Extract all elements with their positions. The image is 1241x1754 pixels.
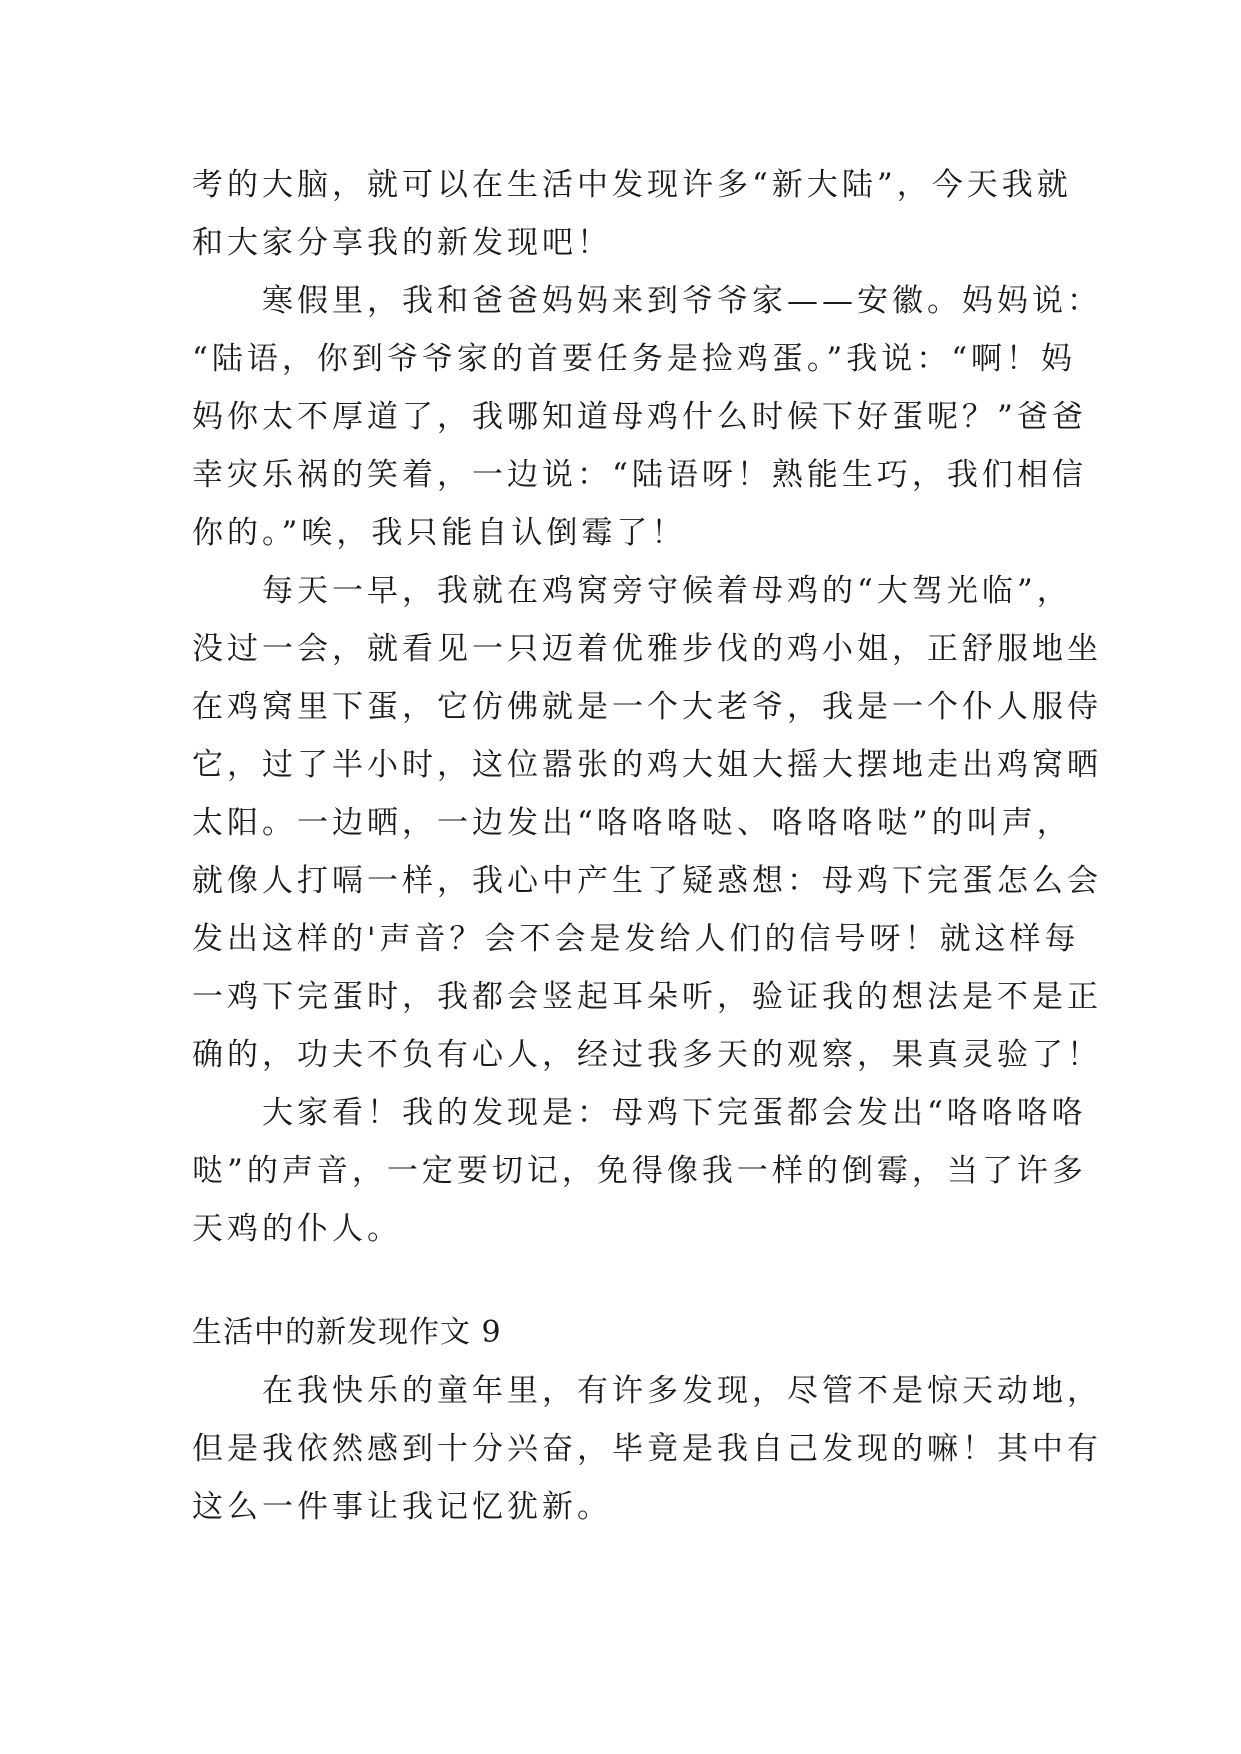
text-line: 一鸡下完蛋时，我都会竖起耳朵听，验证我的想法是不是正 <box>192 979 1102 1015</box>
text-line: 但是我依然感到十分兴奋，毕竟是我自己发现的嘛！其中有 <box>192 1431 1102 1467</box>
text-line: 确的，功夫不负有心人，经过我多天的观察，果真灵验了！ <box>192 1037 1102 1073</box>
text-line: 寒假里，我和爸爸妈妈来到爷爷家——安徽。妈妈说： <box>192 283 1102 319</box>
text-line: 它，过了半小时，这位嚣张的鸡大姐大摇大摆地走出鸡窝晒 <box>192 747 1102 783</box>
text-line: 你的。”唉，我只能自认倒霉了！ <box>192 515 687 551</box>
text-line: 在我快乐的童年里，有许多发现，尽管不是惊天动地， <box>192 1373 1102 1409</box>
text-line: 这么一件事让我记忆犹新。 <box>192 1489 612 1525</box>
text-line: 天鸡的仆人。 <box>192 1211 402 1247</box>
section-heading: 生活中的新发现作文 9 <box>192 1315 502 1350</box>
text-line: 在鸡窝里下蛋，它仿佛就是一个大老爷，我是一个仆人服侍 <box>192 689 1102 725</box>
text-line: 每天一早，我就在鸡窝旁守候着母鸡的“大驾光临”， <box>192 573 1072 609</box>
text-line: 和大家分享我的新发现吧！ <box>192 225 612 261</box>
text-line: 太阳。一边晒，一边发出“咯咯咯哒、咯咯咯哒”的叫声， <box>192 805 1072 841</box>
text-line: “陆语，你到爷爷家的首要任务是捡鸡蛋。”我说：“啊！妈 <box>192 341 1077 377</box>
text-line: 考的大脑，就可以在生活中发现许多“新大陆”，今天我就 <box>192 167 1072 203</box>
text-line: 幸灾乐祸的笑着，一边说：“陆语呀！熟能生巧，我们相信 <box>192 457 1087 493</box>
text-line: 就像人打嗝一样，我心中产生了疑惑想：母鸡下完蛋怎么会 <box>192 863 1102 899</box>
text-line: 发出这样的'声音？会不会是发给人们的信号呀！就这样每 <box>192 921 1080 957</box>
text-line: 没过一会，就看见一只迈着优雅步伐的鸡小姐，正舒服地坐 <box>192 631 1102 667</box>
text-line: 妈你太不厚道了，我哪知道母鸡什么时候下好蛋呢？”爸爸 <box>192 399 1087 435</box>
text-line: 哒”的声音，一定要切记，免得像我一样的倒霉，当了许多 <box>192 1153 1087 1189</box>
text-line: 大家看！我的发现是：母鸡下完蛋都会发出“咯咯咯咯 <box>192 1095 1087 1131</box>
